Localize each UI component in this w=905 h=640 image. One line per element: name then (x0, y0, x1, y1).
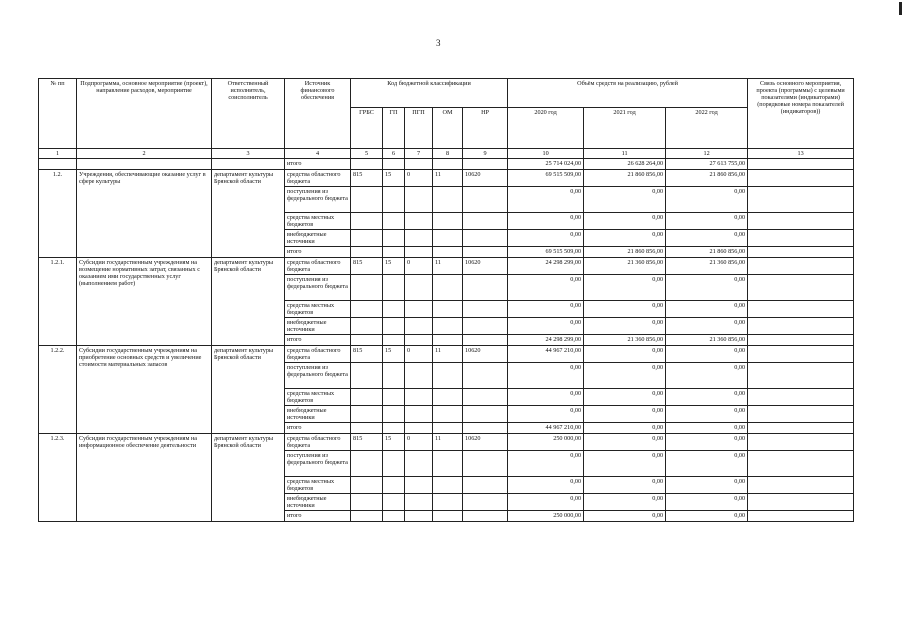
source-label: внебюджетные источники (285, 318, 351, 335)
source-label: поступления из федерального бюджета (285, 275, 351, 301)
amount-2022: 21 860 856,00 (666, 170, 748, 187)
code-grbs-empty (351, 275, 383, 301)
source-label: поступления из федерального бюджета (285, 451, 351, 477)
code-grbs-empty (351, 477, 383, 494)
amount-2021: 0,00 (584, 406, 666, 423)
source-label: итого (285, 247, 351, 258)
amount-2021: 0,00 (584, 511, 666, 522)
amount-2021: 0,00 (584, 389, 666, 406)
code-om-empty (433, 494, 463, 511)
code-grbs-empty (351, 318, 383, 335)
amount-2020: 69 515 509,00 (508, 247, 584, 258)
col-number: 5 (351, 149, 383, 159)
amount-2022: 0,00 (666, 346, 748, 363)
amount-2020: 0,00 (508, 301, 584, 318)
source-label: средства местных бюджетов (285, 477, 351, 494)
code-gp-empty (383, 451, 405, 477)
executor: департамент культуры Брянской области (212, 346, 285, 434)
source-label: итого (285, 335, 351, 346)
code-pgp: 0 (405, 258, 433, 275)
code-pgp-empty (405, 477, 433, 494)
indicator-link-cell (748, 301, 854, 318)
amount-2022: 0,00 (666, 477, 748, 494)
header-name: Подпрограмма, основное мероприятие (проект), направление расходов, мероприятие (77, 79, 212, 149)
code-gp-empty (383, 187, 405, 213)
col-number: 3 (212, 149, 285, 159)
code-nr-empty (463, 451, 508, 477)
code-om-empty (433, 230, 463, 247)
amount-2021: 0,00 (584, 301, 666, 318)
indicator-link-cell (748, 477, 854, 494)
amount-2021: 0,00 (584, 187, 666, 213)
page-number: 3 (436, 38, 441, 48)
header-num: № пп (39, 79, 77, 149)
amount-2022: 0,00 (666, 230, 748, 247)
code-pgp-empty (405, 494, 433, 511)
code-nr-empty (463, 247, 508, 258)
code-gp-empty (383, 318, 405, 335)
amount-2020: 25 714 024,00 (508, 159, 584, 170)
scan-edge-mark (899, 2, 902, 15)
indicator-link-cell (748, 170, 854, 187)
code-nr-empty (463, 335, 508, 346)
amount-2022: 0,00 (666, 451, 748, 477)
code-grbs-empty (351, 363, 383, 389)
code-gp: 15 (383, 258, 405, 275)
header-volume: Объём средств на реализацию, рублей (508, 79, 748, 108)
amount-2022: 0,00 (666, 389, 748, 406)
code-grbs: 815 (351, 346, 383, 363)
executor: департамент культуры Брянской области (212, 258, 285, 346)
code-nr-empty (463, 230, 508, 247)
code-nr-empty (463, 389, 508, 406)
header-grbs: ГРБС (351, 108, 383, 149)
code-om: 11 (433, 170, 463, 187)
code-om-empty (433, 477, 463, 494)
source-label: внебюджетные источники (285, 406, 351, 423)
source-label: средства местных бюджетов (285, 213, 351, 230)
code-pgp: 0 (405, 346, 433, 363)
code-pgp-empty (405, 389, 433, 406)
indicator-link-cell (748, 451, 854, 477)
amount-2022: 0,00 (666, 423, 748, 434)
code-grbs-empty (351, 511, 383, 522)
header-pgp: ПГП (405, 108, 433, 149)
indicator-link-cell (748, 318, 854, 335)
col-number: 4 (285, 149, 351, 159)
amount-2021: 0,00 (584, 230, 666, 247)
col-number: 2 (77, 149, 212, 159)
header-link: Связь основного мероприятия, проекта (программы) с целевыми показателями (индикаторами) (порядковые номера показателей (индикаторов)) (748, 79, 854, 149)
code-grbs-empty (351, 247, 383, 258)
code-gp: 15 (383, 346, 405, 363)
amount-2020: 24 298 299,00 (508, 258, 584, 275)
indicator-link-cell (748, 406, 854, 423)
amount-2022: 21 860 856,00 (666, 247, 748, 258)
table-row (39, 434, 854, 451)
code-nr: 10620 (463, 346, 508, 363)
code-nr-empty (463, 213, 508, 230)
amount-2021: 0,00 (584, 423, 666, 434)
code-om: 11 (433, 434, 463, 451)
source-label: итого (285, 511, 351, 522)
amount-2020: 0,00 (508, 477, 584, 494)
source-label: внебюджетные источники (285, 230, 351, 247)
amount-2020: 44 967 210,00 (508, 346, 584, 363)
code-pgp-empty (405, 275, 433, 301)
amount-2021: 21 860 856,00 (584, 170, 666, 187)
amount-2022: 0,00 (666, 187, 748, 213)
indicator-link-cell (748, 258, 854, 275)
code-grbs-empty (351, 301, 383, 318)
code-om: 11 (433, 258, 463, 275)
amount-2020: 0,00 (508, 389, 584, 406)
amount-2020: 0,00 (508, 275, 584, 301)
code-grbs-empty (351, 389, 383, 406)
col-number: 7 (405, 149, 433, 159)
amount-2020: 0,00 (508, 363, 584, 389)
indicator-link-cell (748, 230, 854, 247)
col-number: 9 (463, 149, 508, 159)
source-label: средства областного бюджета (285, 258, 351, 275)
code-nr: 10620 (463, 170, 508, 187)
code-gp-empty (383, 213, 405, 230)
amount-2021: 0,00 (584, 451, 666, 477)
code-grbs-empty (351, 406, 383, 423)
header-nr: НР (463, 108, 508, 149)
amount-2020: 250 000,00 (508, 434, 584, 451)
code-pgp-empty (405, 406, 433, 423)
indicator-link-cell (748, 511, 854, 522)
code-nr-empty (463, 511, 508, 522)
amount-2022: 21 360 856,00 (666, 258, 748, 275)
code-pgp-empty (405, 301, 433, 318)
col-number: 12 (666, 149, 748, 159)
code-nr: 10620 (463, 258, 508, 275)
code-om-empty (433, 318, 463, 335)
code-gp-empty (383, 511, 405, 522)
code-nr-empty (463, 423, 508, 434)
code-om-empty (433, 511, 463, 522)
code-om-empty (433, 275, 463, 301)
amount-2022: 0,00 (666, 406, 748, 423)
code-gp-empty (383, 477, 405, 494)
source-label: итого (285, 159, 351, 170)
code-nr-empty (463, 477, 508, 494)
amount-2020: 0,00 (508, 494, 584, 511)
header-budget-code: Код бюджетной классификации (351, 79, 508, 108)
measure-name: Субсидии государственным учреждениям на приобретение основных средств и увеличение стоимости материальных запасов (77, 346, 212, 434)
amount-2021: 0,00 (584, 494, 666, 511)
code-nr-empty (463, 363, 508, 389)
source-label: итого (285, 423, 351, 434)
code-om-empty (433, 423, 463, 434)
code-gp-empty (383, 389, 405, 406)
col-number: 8 (433, 149, 463, 159)
col-number: 10 (508, 149, 584, 159)
indicator-link-cell (748, 423, 854, 434)
code-pgp-empty (405, 335, 433, 346)
amount-2021: 0,00 (584, 434, 666, 451)
code-pgp-empty (405, 247, 433, 258)
code-nr-empty (463, 187, 508, 213)
code-om-empty (433, 406, 463, 423)
source-label: средства областного бюджета (285, 170, 351, 187)
amount-2020: 69 515 509,00 (508, 170, 584, 187)
indicator-link-cell (748, 389, 854, 406)
amount-2021: 0,00 (584, 346, 666, 363)
code-pgp-empty (405, 213, 433, 230)
amount-2022: 0,00 (666, 494, 748, 511)
amount-2020: 0,00 (508, 318, 584, 335)
source-label: средства областного бюджета (285, 434, 351, 451)
budget-table (38, 78, 854, 522)
table-row (39, 170, 854, 187)
header-gp: ГП (383, 108, 405, 149)
header-2020: 2020 год (508, 108, 584, 149)
amount-2022: 0,00 (666, 511, 748, 522)
code-pgp-empty (405, 187, 433, 213)
code-pgp-empty (405, 230, 433, 247)
code-om-empty (433, 389, 463, 406)
code-nr-empty (463, 494, 508, 511)
code-om-empty (433, 301, 463, 318)
executor: департамент культуры Брянской области (212, 434, 285, 522)
code-nr-empty (463, 301, 508, 318)
indicator-link-cell (748, 363, 854, 389)
amount-2020: 44 967 210,00 (508, 423, 584, 434)
amount-2020: 0,00 (508, 406, 584, 423)
code-gp-empty (383, 275, 405, 301)
code-gp-empty (383, 494, 405, 511)
amount-2022: 0,00 (666, 434, 748, 451)
code-grbs: 815 (351, 170, 383, 187)
amount-2022: 21 360 856,00 (666, 335, 748, 346)
amount-2020: 0,00 (508, 230, 584, 247)
code-pgp: 0 (405, 170, 433, 187)
table-row (39, 258, 854, 275)
indicator-link-cell (748, 434, 854, 451)
indicator-link-cell (748, 187, 854, 213)
amount-2021: 21 360 856,00 (584, 335, 666, 346)
code-grbs-empty (351, 423, 383, 434)
amount-2021: 0,00 (584, 275, 666, 301)
source-label: внебюджетные источники (285, 494, 351, 511)
amount-2022: 0,00 (666, 275, 748, 301)
code-gp-empty (383, 247, 405, 258)
code-gp-empty (383, 301, 405, 318)
header-2021: 2021 год (584, 108, 666, 149)
code-pgp-empty (405, 423, 433, 434)
code-pgp: 0 (405, 434, 433, 451)
code-grbs-empty (351, 451, 383, 477)
code-nr-empty (463, 406, 508, 423)
code-pgp-empty (405, 318, 433, 335)
header-2022: 2022 год (666, 108, 748, 149)
code-grbs: 815 (351, 434, 383, 451)
code-gp-empty (383, 230, 405, 247)
indicator-link-cell (748, 213, 854, 230)
column-number-row (39, 149, 854, 159)
amount-2021: 0,00 (584, 477, 666, 494)
amount-2021: 21 860 856,00 (584, 247, 666, 258)
amount-2022: 0,00 (666, 363, 748, 389)
measure-name: Субсидии государственным учреждениям на информационное обеспечение деятельности (77, 434, 212, 522)
code-om-empty (433, 247, 463, 258)
code-grbs: 815 (351, 258, 383, 275)
amount-2022: 27 613 755,00 (666, 159, 748, 170)
code-nr-empty (463, 318, 508, 335)
indicator-link-cell (748, 494, 854, 511)
code-gp: 15 (383, 170, 405, 187)
header-om: ОМ (433, 108, 463, 149)
amount-2022: 0,00 (666, 213, 748, 230)
row-number: 1.2. (39, 170, 77, 258)
source-label: поступления из федерального бюджета (285, 187, 351, 213)
indicator-link-cell (748, 247, 854, 258)
amount-2021: 0,00 (584, 318, 666, 335)
code-gp-empty (383, 363, 405, 389)
row-number: 1.2.2. (39, 346, 77, 434)
amount-2020: 24 298 299,00 (508, 335, 584, 346)
executor: департамент культуры Брянской области (212, 170, 285, 258)
indicator-link-cell (748, 275, 854, 301)
header-executor: Ответственный исполнитель, соисполнитель (212, 79, 285, 149)
code-gp-empty (383, 406, 405, 423)
amount-2022: 0,00 (666, 318, 748, 335)
source-label: средства местных бюджетов (285, 389, 351, 406)
measure-name: Субсидии государственным учреждениям на возмещение нормативных затрат, связанных с оказанием ими государственных услуг (выполнением работ) (77, 258, 212, 346)
code-nr-empty (463, 275, 508, 301)
amount-2020: 0,00 (508, 213, 584, 230)
row-number: 1.2.3. (39, 434, 77, 522)
code-gp-empty (383, 423, 405, 434)
code-om: 11 (433, 346, 463, 363)
code-om-empty (433, 213, 463, 230)
amount-2021: 26 628 264,00 (584, 159, 666, 170)
code-om-empty (433, 187, 463, 213)
indicator-link-cell (748, 335, 854, 346)
col-number: 6 (383, 149, 405, 159)
code-grbs-empty (351, 213, 383, 230)
code-pgp-empty (405, 451, 433, 477)
amount-2020: 250 000,00 (508, 511, 584, 522)
code-grbs-empty (351, 494, 383, 511)
amount-2021: 0,00 (584, 213, 666, 230)
code-gp-empty (383, 335, 405, 346)
code-om-empty (433, 335, 463, 346)
code-grbs-empty (351, 187, 383, 213)
code-nr: 10620 (463, 434, 508, 451)
amount-2020: 0,00 (508, 451, 584, 477)
source-label: средства областного бюджета (285, 346, 351, 363)
code-grbs-empty (351, 230, 383, 247)
amount-2021: 21 360 856,00 (584, 258, 666, 275)
row-number: 1.2.1. (39, 258, 77, 346)
col-number: 1 (39, 149, 77, 159)
code-gp: 15 (383, 434, 405, 451)
indicator-link-cell (748, 346, 854, 363)
top-total-row (39, 159, 854, 170)
col-number: 13 (748, 149, 854, 159)
amount-2020: 0,00 (508, 187, 584, 213)
header-source: Источник финансового обеспечения (285, 79, 351, 149)
col-number: 11 (584, 149, 666, 159)
code-pgp-empty (405, 363, 433, 389)
source-label: поступления из федерального бюджета (285, 363, 351, 389)
source-label: средства местных бюджетов (285, 301, 351, 318)
code-om-empty (433, 363, 463, 389)
code-pgp-empty (405, 511, 433, 522)
amount-2021: 0,00 (584, 363, 666, 389)
measure-name: Учреждения, обеспечивающие оказание услуг в сфере культуры (77, 170, 212, 258)
amount-2022: 0,00 (666, 301, 748, 318)
code-om-empty (433, 451, 463, 477)
code-grbs-empty (351, 335, 383, 346)
table-row (39, 346, 854, 363)
